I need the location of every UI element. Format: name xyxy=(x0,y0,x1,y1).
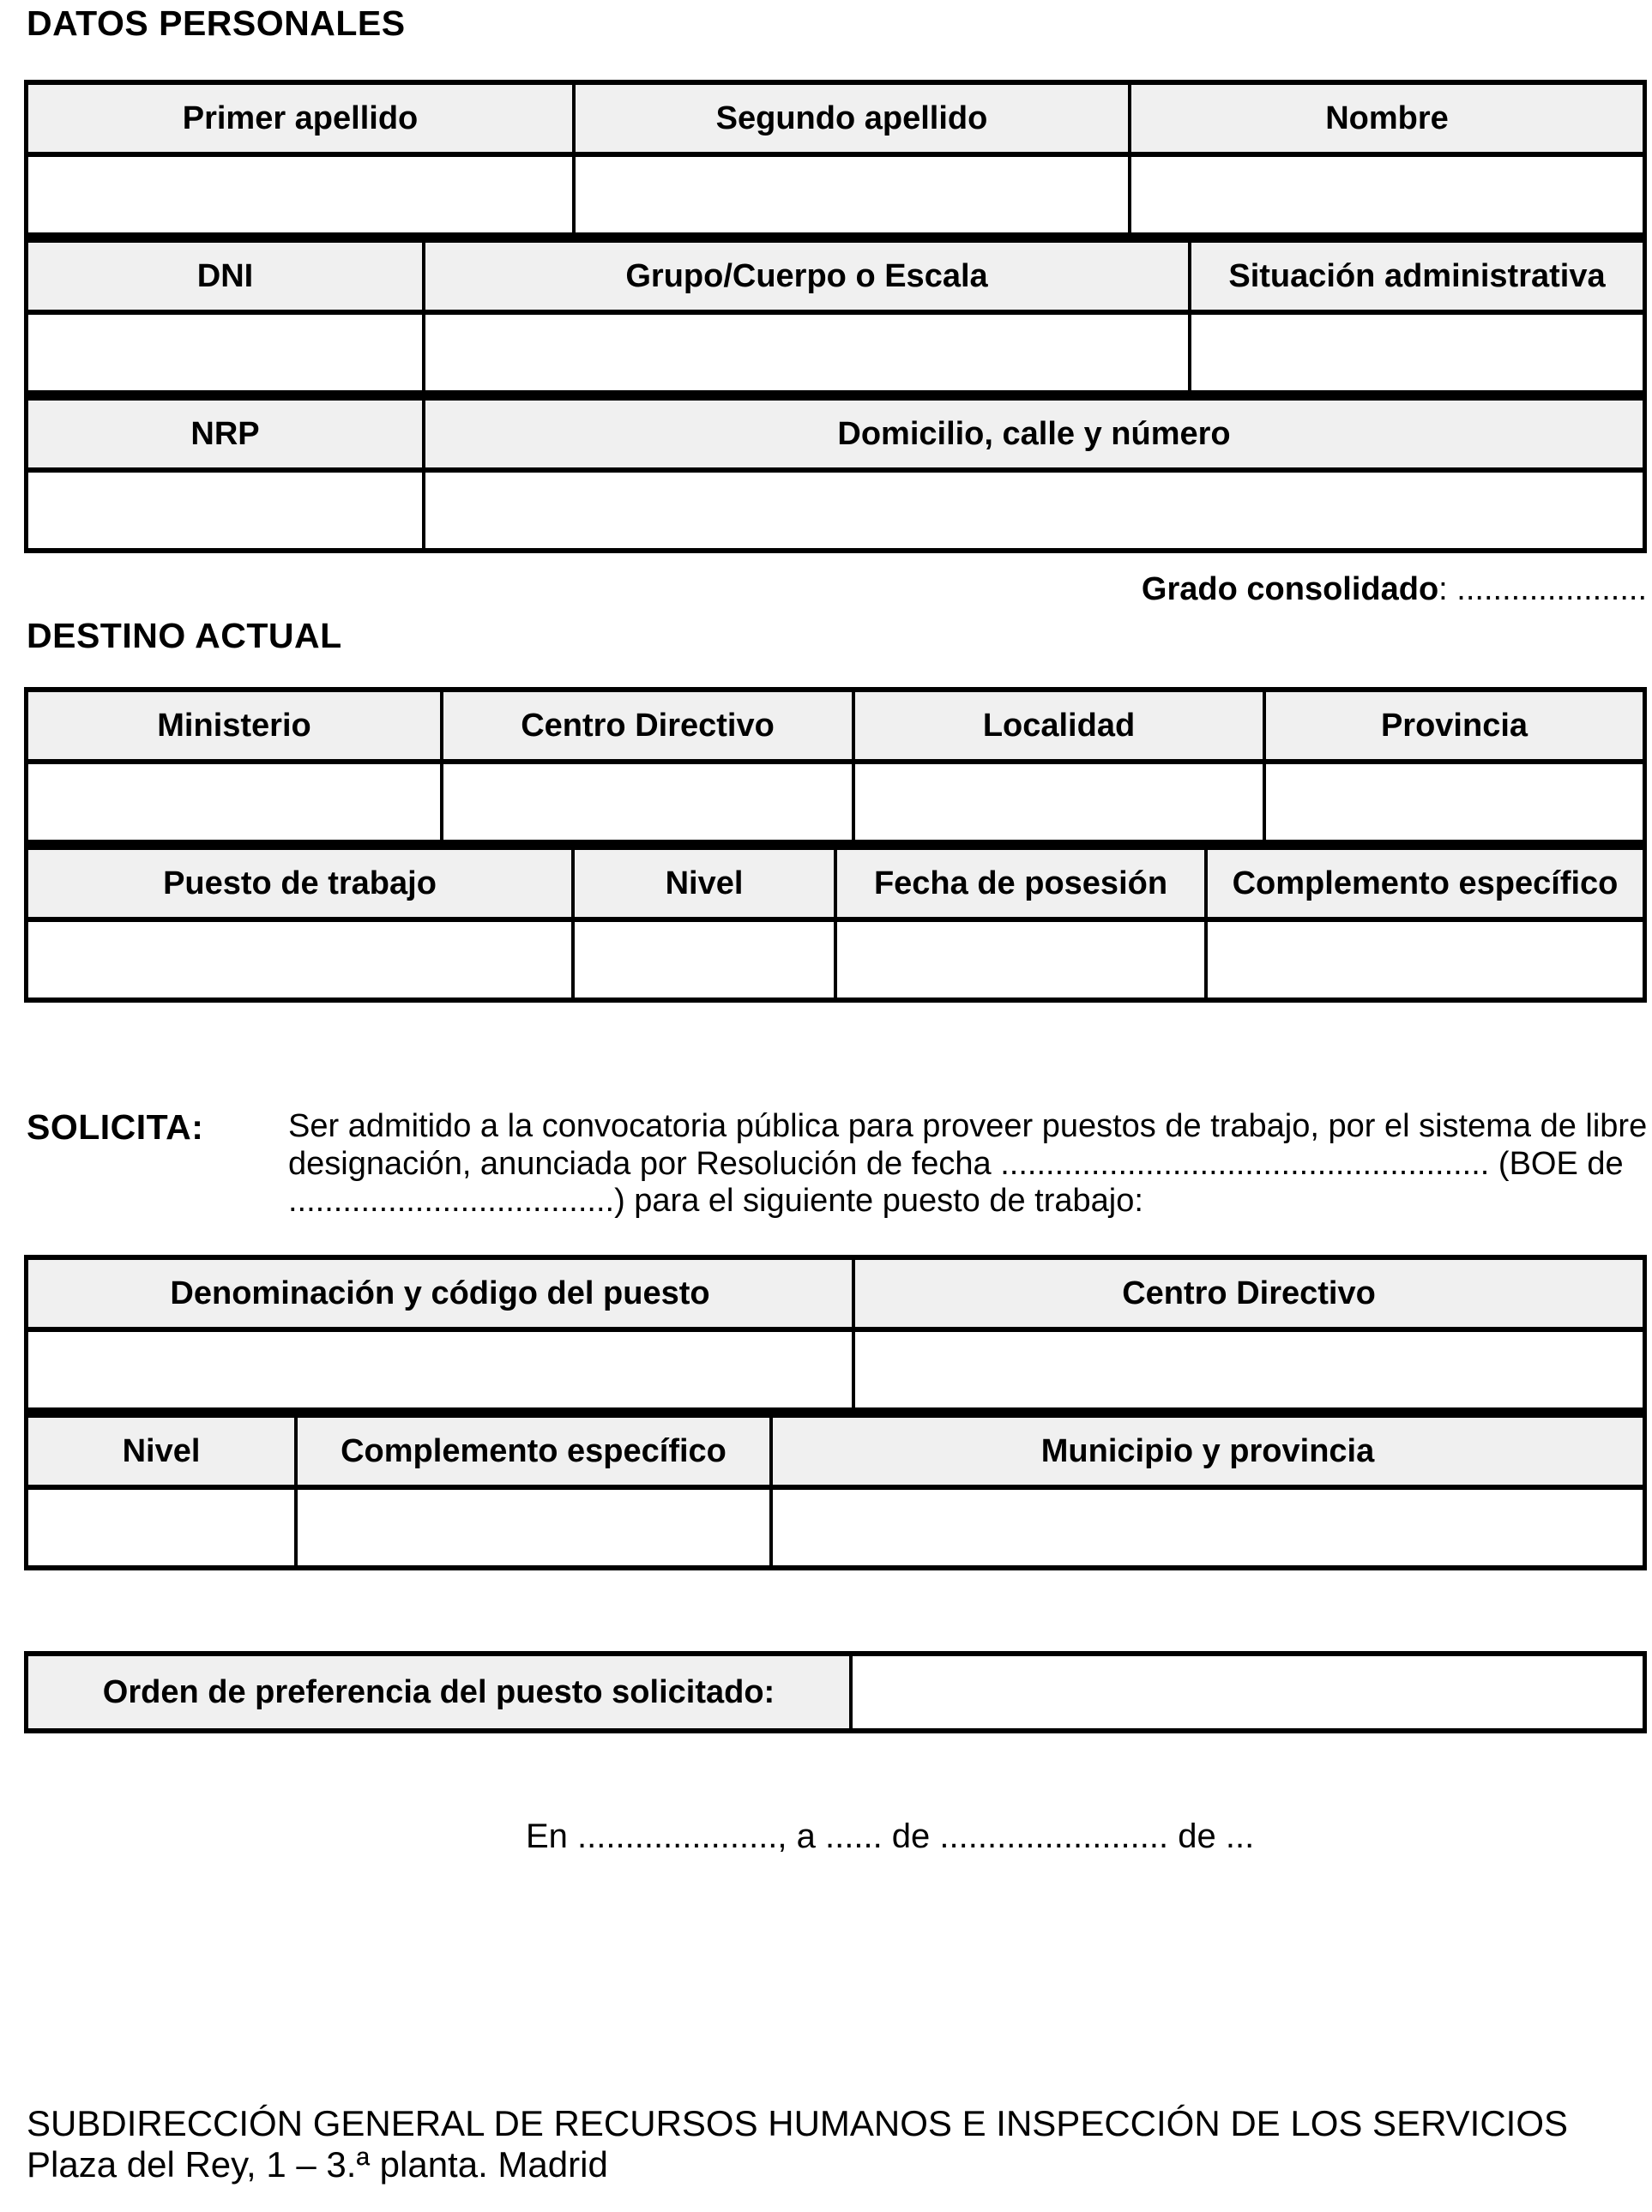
page-title: DATOS PERSONALES xyxy=(27,3,406,43)
table-ministerio xyxy=(24,687,1647,845)
header-centro-directivo-solicitado-label: Centro Directivo xyxy=(1122,1275,1376,1311)
cell-situacion-administrativa xyxy=(1188,315,1643,390)
cell-provincia xyxy=(1263,764,1643,840)
cell-denominacion-codigo xyxy=(28,1332,852,1407)
header-municipio-provincia-label: Municipio y provincia xyxy=(1040,1432,1375,1469)
footer xyxy=(27,2103,1568,2185)
cell-segundo-apellido xyxy=(572,157,1128,232)
destino-actual-section xyxy=(24,687,1647,1003)
header-dni-label: DNI xyxy=(196,257,254,294)
grado-consolidado-line xyxy=(1142,571,1647,608)
solicita-line-1: Ser admitido a la convocatoria pública para proveer puestos de trabajo, por el sistema de libre xyxy=(288,1108,1648,1144)
cell-complemento-especifico xyxy=(1204,922,1643,998)
table-orden-preferencia xyxy=(24,1651,1647,1733)
header-grupo-cuerpo-escala xyxy=(422,243,1188,315)
puesto-solicitado-section xyxy=(24,1255,1647,1570)
cell-localidad xyxy=(852,764,1263,840)
cell-fecha-posesion xyxy=(834,922,1204,998)
section-title-destino-actual: DESTINO ACTUAL xyxy=(27,616,342,655)
cell-centro-directivo xyxy=(440,764,852,840)
header-situacion-administrativa-label: Situación administrativa xyxy=(1228,257,1606,294)
table-denominacion xyxy=(24,1255,1647,1413)
header-nivel xyxy=(571,850,834,922)
cell-nivel xyxy=(571,922,834,998)
header-denominacion-codigo-label: Denominación y código del puesto xyxy=(170,1275,710,1311)
header-localidad-label: Localidad xyxy=(982,707,1136,744)
table-nivel-complemento-municipio xyxy=(24,1413,1647,1570)
cell-grupo-cuerpo-escala xyxy=(422,315,1188,390)
footer-direccion: Plaza del Rey, 1 – 3.ª planta. Madrid xyxy=(27,2144,608,2185)
header-fecha-posesion xyxy=(834,850,1204,922)
header-grupo-cuerpo-escala-label: Grupo/Cuerpo o Escala xyxy=(625,257,988,294)
header-dni xyxy=(28,243,422,315)
header-nivel-solicitado xyxy=(28,1418,294,1490)
header-nrp xyxy=(28,401,422,473)
cell-ministerio xyxy=(28,764,440,840)
header-domicilio xyxy=(422,401,1643,473)
footer-organismo: SUBDIRECCIÓN GENERAL DE RECURSOS HUMANOS E INSPECCIÓN DE LOS SERVICIOS xyxy=(27,2103,1569,2143)
datos-personales-section xyxy=(24,80,1647,553)
header-centro-directivo-solicitado xyxy=(852,1260,1643,1332)
fecha-lugar-line: En ....................., a ...... de ........................ de ... xyxy=(526,1817,1255,1855)
header-situacion-administrativa xyxy=(1188,243,1643,315)
cell-nrp xyxy=(28,473,422,548)
header-centro-directivo-label: Centro Directivo xyxy=(521,707,775,744)
header-nivel-solicitado-label: Nivel xyxy=(122,1432,201,1469)
header-nombre-label: Nombre xyxy=(1325,99,1449,136)
header-puesto-de-trabajo-label: Puesto de trabajo xyxy=(163,865,437,901)
header-nombre xyxy=(1128,85,1643,157)
header-orden-preferencia-label: Orden de preferencia del puesto solicitado: xyxy=(102,1673,775,1710)
header-nrp-label: NRP xyxy=(190,415,260,452)
cell-nivel-solicitado xyxy=(28,1490,294,1565)
cell-centro-directivo-solicitado xyxy=(852,1332,1643,1407)
grado-consolidado-dotted-line: : ..................... xyxy=(1438,571,1647,607)
header-localidad xyxy=(852,692,1263,764)
cell-puesto-de-trabajo xyxy=(28,922,571,998)
header-segundo-apellido-label: Segundo apellido xyxy=(715,99,988,136)
cell-domicilio xyxy=(422,473,1643,548)
header-nivel-label: Nivel xyxy=(665,865,744,901)
header-provincia-label: Provincia xyxy=(1380,707,1528,744)
cell-nombre xyxy=(1128,157,1643,232)
cell-dni xyxy=(28,315,422,390)
header-complemento-solicitado xyxy=(294,1418,769,1490)
solicita-line-2: designación, anunciada por Resolución de fecha ...................................................... (BOE de xyxy=(288,1145,1624,1182)
table-dni-grupo-situacion xyxy=(24,238,1647,395)
header-ministerio xyxy=(28,692,440,764)
header-centro-directivo xyxy=(440,692,852,764)
solicita-paragraph xyxy=(288,1108,1649,1221)
orden-preferencia-section xyxy=(24,1651,1647,1733)
header-complemento-solicitado-label: Complemento específico xyxy=(341,1432,727,1469)
solicita-label: SOLICITA: xyxy=(27,1107,204,1147)
header-complemento-especifico xyxy=(1204,850,1643,922)
header-complemento-especifico-label: Complemento específico xyxy=(1232,865,1619,901)
header-domicilio-label: Domicilio, calle y número xyxy=(837,415,1231,452)
cell-primer-apellido xyxy=(28,157,572,232)
solicita-line-3: ....................................) para el siguiente puesto de trabajo: xyxy=(288,1183,1143,1219)
header-fecha-posesion-label: Fecha de posesión xyxy=(873,865,1168,901)
header-segundo-apellido xyxy=(572,85,1128,157)
table-apellidos-nombre xyxy=(24,80,1647,238)
table-nrp-domicilio xyxy=(24,395,1647,553)
header-primer-apellido-label: Primer apellido xyxy=(182,99,419,136)
header-denominacion-codigo xyxy=(28,1260,852,1332)
header-puesto-de-trabajo xyxy=(28,850,571,922)
header-primer-apellido xyxy=(28,85,572,157)
header-provincia xyxy=(1263,692,1643,764)
cell-complemento-solicitado xyxy=(294,1490,769,1565)
table-puesto-actual xyxy=(24,845,1647,1003)
header-orden-preferencia xyxy=(28,1656,849,1728)
header-ministerio-label: Ministerio xyxy=(157,707,311,744)
header-municipio-provincia xyxy=(769,1418,1643,1490)
cell-municipio-provincia xyxy=(769,1490,1643,1565)
cell-orden-preferencia xyxy=(849,1656,1643,1728)
grado-consolidado-label: Grado consolidado xyxy=(1141,571,1439,607)
